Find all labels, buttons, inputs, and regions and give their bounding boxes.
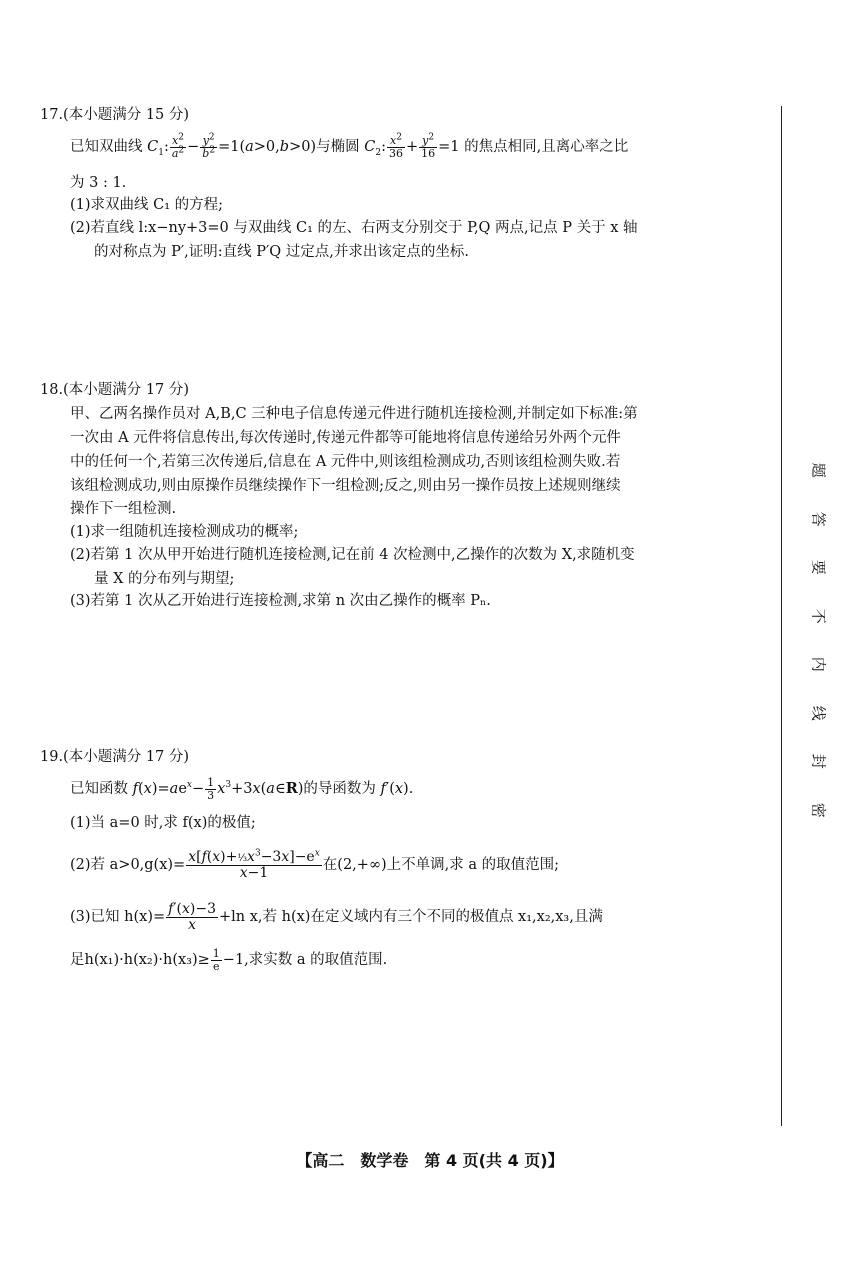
question-18-part-3: (3)若第 1 次从乙开始进行连接检测,求第 n 次由乙操作的概率 Pₙ. [70, 593, 491, 609]
question-17-stem-line2: 为 3 : 1. [70, 175, 127, 191]
question-17-part-1: (1)求双曲线 C₁ 的方程; [70, 197, 224, 213]
question-18-header: 18.(本小题满分 17 分) [40, 382, 190, 398]
question-19-part-1: (1)当 a=0 时,求 f(x)的极值; [70, 815, 256, 831]
question-18-stem-line-2: 一次由 A 元件将信息传出,每次传递时,传递元件都等可能地将信息传递给另外两个元件 [70, 430, 621, 446]
sealed-notice-char: 封 [809, 753, 828, 769]
question-19-part-3-line2: 足h(x₁)·h(x₂)·h(x₃)≥ $\frac{1}{e}$ −1,求实数 a 的取值范围. [70, 947, 388, 973]
question-17-stem: 已知双曲线 $C_1$: $\frac{x^2}{a^2}$ − $\frac{y^2}{b^2}$ =1(a>0,b>0)与椭圆 $C_2$: $\frac{x^2}{36}$ + $\frac{y^2}{16}$ =1 的焦点相同,且离心率之比 [70, 132, 629, 160]
page-footer: 【高二 数学卷 第 4 页(共 4 页)】 [296, 1151, 564, 1170]
sealed-notice-char: 内 [809, 656, 828, 672]
question-18-part-2-line1: (2)若第 1 次从甲开始进行随机连接检测,记在前 4 次检测中,乙操作的次数为 X,求随机变 [70, 547, 635, 563]
sealed-notice-char: 不 [809, 608, 828, 624]
sealed-notice-char: 答 [809, 511, 828, 527]
question-18-stem-line-4: 该组检测成功,则由原操作员继续操作下一组检测;反之,则由另一操作员按上述规则继续 [70, 478, 621, 494]
question-19-part-3-line1: (3)已知 h(x)= $\frac{f'(x)-3}{x}$ +ln x,若 h(x)在定义域内有三个不同的极值点 x₁,x₂,x₃,且满 [70, 901, 603, 933]
sealed-notice-char: 要 [809, 559, 828, 575]
question-17-part-2-line2: 的对称点为 P′,证明:直线 P′Q 过定点,并求出该定点的坐标. [94, 244, 470, 260]
question-18-part-1: (1)求一组随机连接检测成功的概率; [70, 524, 299, 540]
question-19-stem: 已知函数 $f(x)=ae^x-$ $\frac{1}{3}$ $x^3+3x(a\in R)$的导函数为 f′(x). [70, 776, 414, 802]
sealed-notice-char: 密 [809, 802, 828, 818]
question-19-header: 19.(本小题满分 17 分) [40, 749, 190, 765]
question-17-header: 17.(本小题满分 15 分) [40, 107, 190, 123]
question-18-stem-line-3: 中的任何一个,若第三次传递后,信息在 A 元件中,则该组检测成功,否则该组检测失败.若 [70, 454, 621, 470]
sealed-notice [790, 446, 828, 834]
sealed-notice-char: 线 [809, 705, 828, 721]
question-18-stem-line-5: 操作下一组检测. [70, 501, 177, 517]
sealed-notice-char: 题 [809, 462, 828, 478]
question-18-stem-line-1: 甲、乙两名操作员对 A,B,C 三种电子信息传递元件进行随机连接检测,并制定如下标准:第 [70, 406, 638, 422]
question-19-part-2: (2)若 a>0,g(x)= $\frac{x[f(x)+\frac{1}{3}x^3-3x]-e^x}{x-1}$ 在(2,+∞)上不单调,求 a 的取值范围; [70, 848, 560, 881]
question-18-part-2-line2: 量 X 的分布列与期望; [94, 571, 235, 587]
question-17-part-2-line1: (2)若直线 l:x−ny+3=0 与双曲线 C₁ 的左、右两支分别交于 P,Q 两点,记点 P 关于 x 轴 [70, 220, 638, 236]
